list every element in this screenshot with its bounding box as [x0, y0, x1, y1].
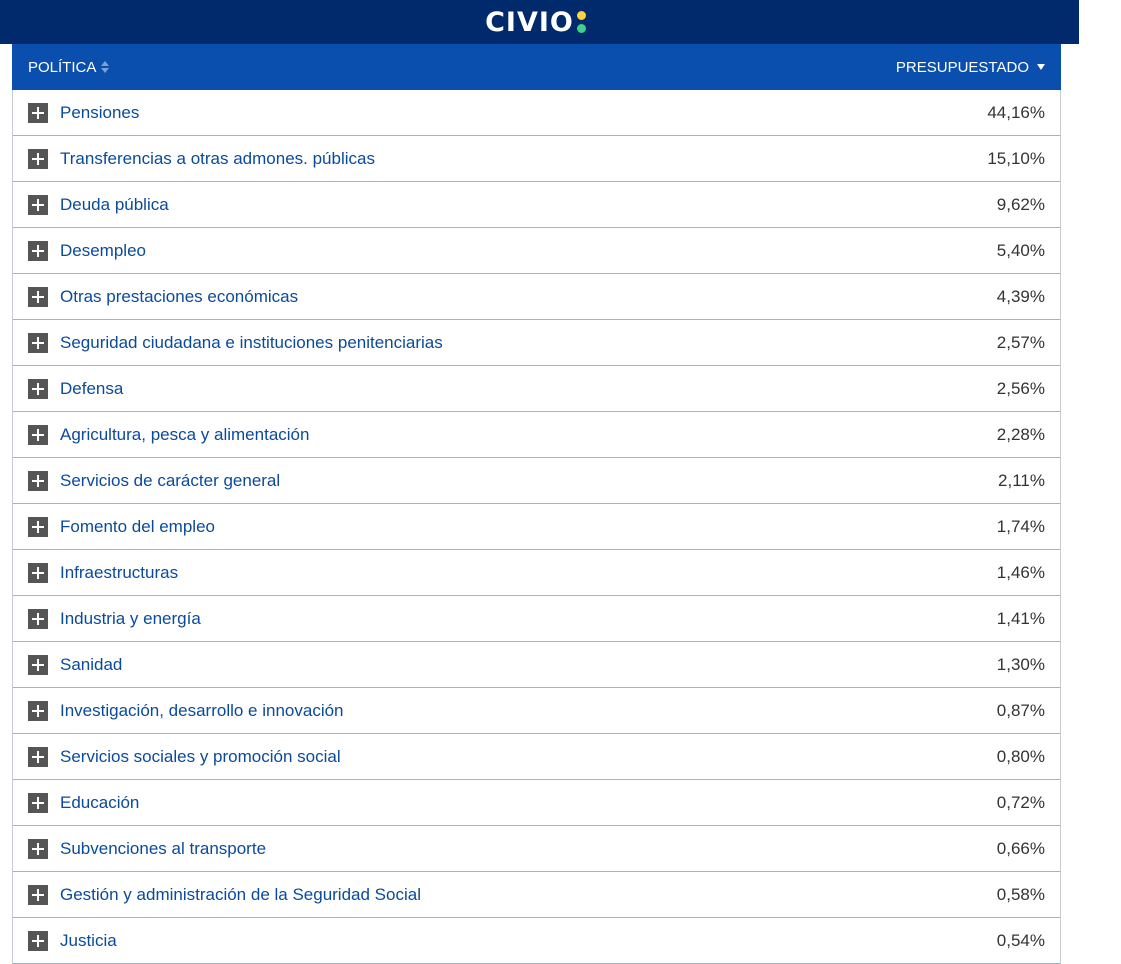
plus-icon[interactable] — [28, 563, 48, 583]
policy-link[interactable]: Subvenciones al transporte — [60, 838, 267, 858]
plus-icon[interactable] — [28, 379, 48, 399]
policy-link[interactable]: Desempleo — [60, 240, 146, 260]
row-policy-cell — [28, 287, 298, 307]
table-row — [13, 320, 1060, 366]
policy-link[interactable]: Defensa — [60, 378, 124, 398]
budget-percentage: 5,40% — [996, 240, 1045, 260]
budget-table — [12, 44, 1061, 964]
table-row — [13, 918, 1060, 964]
plus-icon[interactable] — [28, 149, 48, 169]
budget-percentage: 0,58% — [996, 884, 1045, 904]
table-row — [13, 182, 1060, 228]
plus-icon[interactable] — [28, 747, 48, 767]
budget-percentage: 0,54% — [996, 930, 1045, 950]
column-header-budgeted-label: PRESUPUESTADO — [895, 58, 1029, 76]
row-policy-cell — [28, 195, 169, 215]
logo-text: CIVIO — [485, 6, 574, 38]
table-row — [13, 734, 1060, 780]
table-row — [13, 366, 1060, 412]
row-policy-cell — [28, 517, 215, 537]
plus-icon[interactable] — [28, 195, 48, 215]
policy-link[interactable]: Sanidad — [60, 654, 123, 674]
budget-percentage: 4,39% — [996, 286, 1045, 306]
plus-icon[interactable] — [28, 471, 48, 491]
row-policy-cell — [28, 379, 123, 399]
table-row — [13, 412, 1060, 458]
table-row — [13, 550, 1060, 596]
policy-link[interactable]: Deuda pública — [60, 194, 169, 214]
plus-icon[interactable] — [28, 103, 48, 123]
plus-icon[interactable] — [28, 425, 48, 445]
table-row — [13, 780, 1060, 826]
table-row — [13, 688, 1060, 734]
column-header-policy-label: POLÍTICA — [28, 58, 97, 76]
plus-icon[interactable] — [28, 839, 48, 859]
table-header — [12, 44, 1061, 90]
plus-icon[interactable] — [28, 609, 48, 629]
budget-percentage: 44,16% — [987, 102, 1045, 122]
policy-link[interactable]: Fomento del empleo — [60, 516, 215, 536]
budget-percentage: 2,56% — [996, 378, 1045, 398]
logo-dots-icon — [577, 11, 586, 33]
policy-link[interactable]: Investigación, desarrollo e innovación — [60, 700, 344, 720]
row-policy-cell — [28, 609, 201, 629]
row-policy-cell — [28, 655, 122, 675]
budget-percentage: 2,28% — [996, 424, 1045, 444]
plus-icon[interactable] — [28, 885, 48, 905]
policy-link[interactable]: Infraestructuras — [60, 562, 179, 582]
table-row — [13, 504, 1060, 550]
sort-both-icon — [101, 61, 109, 73]
policy-link[interactable]: Educación — [60, 792, 140, 812]
plus-icon[interactable] — [28, 287, 48, 307]
row-policy-cell — [28, 425, 309, 445]
top-bar — [0, 0, 1079, 44]
row-policy-cell — [28, 793, 139, 813]
budget-percentage: 2,57% — [996, 332, 1045, 352]
table-row — [13, 136, 1060, 182]
plus-icon[interactable] — [28, 793, 48, 813]
budget-percentage: 0,87% — [996, 700, 1045, 720]
table-row — [13, 642, 1060, 688]
policy-link[interactable]: Pensiones — [60, 102, 140, 122]
row-policy-cell — [28, 839, 266, 859]
row-policy-cell — [28, 241, 146, 261]
policy-link[interactable]: Justicia — [60, 930, 117, 950]
logo-dot-green — [577, 24, 586, 33]
plus-icon[interactable] — [28, 241, 48, 261]
policy-link[interactable]: Gestión y administración de la Seguridad Social — [60, 884, 421, 904]
table-row — [13, 274, 1060, 320]
row-policy-cell — [28, 701, 344, 721]
table-row — [13, 826, 1060, 872]
plus-icon[interactable] — [28, 931, 48, 951]
budget-percentage: 9,62% — [996, 194, 1045, 214]
policy-link[interactable]: Seguridad ciudadana e instituciones penitenciarias — [60, 332, 443, 352]
table-body — [12, 90, 1061, 964]
table-row — [13, 458, 1060, 504]
plus-icon[interactable] — [28, 517, 48, 537]
row-policy-cell — [28, 103, 139, 123]
table-row — [13, 90, 1060, 136]
row-policy-cell — [28, 149, 375, 169]
row-policy-cell — [28, 333, 443, 353]
row-policy-cell — [28, 885, 421, 905]
budget-percentage: 0,72% — [996, 792, 1045, 812]
row-policy-cell — [28, 747, 341, 767]
budget-percentage: 15,10% — [987, 148, 1045, 168]
budget-percentage: 0,80% — [996, 746, 1045, 766]
budget-percentage: 0,66% — [996, 838, 1045, 858]
budget-percentage: 2,11% — [998, 470, 1045, 490]
row-policy-cell — [28, 471, 280, 491]
table-row — [13, 596, 1060, 642]
table-row — [13, 872, 1060, 918]
row-policy-cell — [28, 563, 178, 583]
budget-percentage: 1,30% — [996, 654, 1045, 674]
table-row — [13, 228, 1060, 274]
column-header-policy[interactable] — [28, 59, 109, 76]
plus-icon[interactable] — [28, 655, 48, 675]
civio-logo[interactable] — [485, 7, 586, 38]
sort-desc-icon — [1037, 64, 1045, 70]
policy-link[interactable]: Servicios de carácter general — [60, 470, 281, 490]
budget-percentage: 1,41% — [996, 608, 1045, 628]
row-policy-cell — [28, 931, 117, 951]
policy-link[interactable]: Transferencias a otras admones. públicas — [60, 148, 375, 168]
plus-icon[interactable] — [28, 701, 48, 721]
column-header-budgeted[interactable] — [896, 59, 1045, 76]
policy-link[interactable]: Servicios sociales y promoción social — [60, 746, 341, 766]
plus-icon[interactable] — [28, 333, 48, 353]
policy-link[interactable]: Otras prestaciones económicas — [60, 286, 299, 306]
budget-percentage: 1,74% — [996, 516, 1045, 536]
policy-link[interactable]: Industria y energía — [60, 608, 201, 628]
policy-link[interactable]: Agricultura, pesca y alimentación — [60, 424, 310, 444]
logo-dot-yellow — [577, 11, 586, 20]
budget-percentage: 1,46% — [996, 562, 1045, 582]
